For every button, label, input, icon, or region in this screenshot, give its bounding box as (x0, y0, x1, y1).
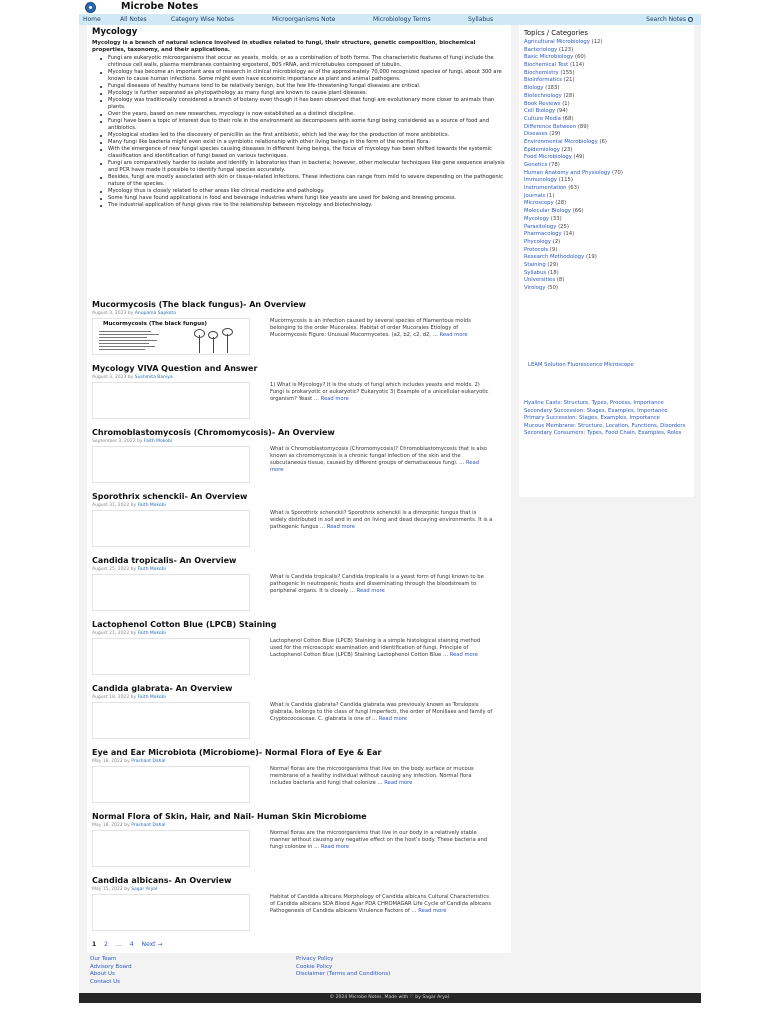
topic-count: (89) (577, 123, 589, 130)
post-by: by (124, 823, 130, 828)
post-date: August 18, 2022 (92, 695, 130, 700)
read-more-link[interactable]: Read more (270, 460, 480, 473)
post-excerpt-text: What is Sporothrix schenckii? Sporothrix schenckii is a dimorphic fungus that is widely distributed in soil and in and on living and dead decaying environments. It is a pathogenic fungus … (270, 510, 493, 530)
sidebar-topic-item[interactable] (524, 216, 623, 224)
page-ellipsis: … (115, 941, 122, 948)
post-excerpt (270, 574, 494, 595)
topic-count: (49) (573, 154, 585, 161)
recent-post-link[interactable]: Primary Succession: Stages, Examples, Importance (524, 415, 660, 422)
sidebar-topic-item[interactable] (524, 77, 623, 85)
intro-bullet: Besides, fungi are mostly associated with skin or tissue-related infections. These infections can range from mild to severe depending on the pathogenic nature of the species. (108, 174, 506, 188)
topic-name: Molecular Biology (524, 208, 571, 215)
post-author[interactable]: Faith Mokobi (137, 631, 166, 636)
sidebar-topic-item[interactable] (524, 108, 623, 116)
topic-count: (28) (563, 92, 575, 99)
topic-count: (29) (547, 261, 559, 268)
topic-count: (68) (562, 115, 574, 122)
post-date: May 18, 2022 (92, 759, 123, 764)
nav-search[interactable] (646, 16, 693, 23)
post-by: by (130, 567, 137, 572)
topic-name: Journals (524, 192, 546, 199)
sidebar-topic-item[interactable] (524, 39, 623, 47)
topic-count: (23) (561, 146, 573, 153)
copyright-text: © 2024 Microbe Notes. Made with ♡ by Sagar Aryal. (329, 995, 451, 1000)
sidebar-topic-item[interactable] (524, 101, 623, 109)
post-date: August 3, 2023 (92, 311, 127, 316)
post-excerpt (270, 318, 494, 339)
post-thumbnail[interactable] (92, 446, 250, 483)
post-author[interactable]: Prashant Dahal (131, 759, 166, 764)
main-navigation (79, 14, 701, 25)
sidebar-topic-item[interactable] (524, 239, 623, 247)
intro-bullet: Mycology is further separated as phytopathology as many fungi are known to cause plant diseases. (108, 90, 506, 97)
topic-count: (33) (550, 215, 562, 222)
post-thumbnail[interactable] (92, 574, 250, 611)
thumbnail-text-line (99, 346, 155, 347)
post-excerpt-text: Mucormycosis is an infection caused by several species of filamentous molds belonging to the order Mucorales. Habitat of order Mucorales Etiology of Mucormycosis Figure: Unusual Mucormycetes. (a2, b2, c2, d2, … (270, 318, 471, 338)
post-meta (92, 695, 166, 700)
post-thumbnail[interactable] (92, 894, 250, 931)
topic-name: Book Reviews (524, 100, 561, 107)
nav-all-notes[interactable]: All Notes (120, 15, 147, 23)
site-header (79, 0, 701, 14)
post-excerpt (270, 830, 494, 851)
post-excerpt (270, 638, 494, 659)
post-meta (92, 375, 173, 380)
post-by: by (127, 375, 134, 380)
intro-bullet: Mycology thus is closely related to other areas like clinical medicine and pathology. (108, 188, 506, 195)
topic-count: (78) (548, 162, 560, 168)
footer-link[interactable]: Privacy Policy (296, 956, 334, 962)
fungus-stalk-icon (227, 334, 228, 353)
topic-count: (114) (569, 62, 585, 69)
post-title[interactable]: Normal Flora of Skin, Hair, and Nail- Human Skin Microbiome (92, 812, 367, 821)
page-wrapper (79, 0, 701, 1003)
topic-count: (1) (546, 192, 555, 199)
recent-post-link[interactable]: Secondary Consumers: Types, Food Chain, Examples, Roles (524, 430, 682, 437)
sidebar-topic-item[interactable] (524, 262, 623, 270)
read-more-link[interactable]: Read more (320, 844, 350, 850)
post-date: May 15, 2022 (92, 887, 123, 892)
topic-count: (115) (558, 177, 573, 184)
next-page-link[interactable]: Next → (141, 941, 163, 948)
post-excerpt-text: Habitat of Candida albicans Morphology of Candida albicans Cultural Characteristics of Candida albicans SDA Blood Agar PDA CHROMAGAR Life Cycle of Candida albicans Pathogenesis of Candida albicans Virulence Factors of … (270, 894, 492, 914)
topic-name: Pharmacology (524, 231, 562, 238)
footer-links-column (296, 956, 390, 979)
footer-link[interactable]: About Us (90, 971, 115, 978)
post-author[interactable]: Prashant Dahal (131, 823, 166, 828)
post-author[interactable]: Anupama Sapkota (134, 311, 176, 316)
sidebar-topic-item[interactable] (524, 162, 623, 170)
post-author[interactable]: Sagar Aryal (131, 887, 158, 892)
intro-bullet: With the emergence of new fungal species causing diseases in different living beings, the focus of mycology has been shifted towards the systemic classification and identification of fungi based on various techniques. (108, 146, 506, 160)
thumbnail-text-line (99, 334, 159, 335)
fungus-sporangium-icon (194, 329, 205, 338)
read-more-link[interactable]: Read more (326, 524, 355, 530)
post-card (92, 556, 506, 616)
post-thumbnail[interactable] (92, 638, 250, 675)
post-card (92, 300, 506, 360)
read-more-link[interactable]: Read more (320, 396, 349, 402)
recent-posts-list (524, 400, 692, 438)
nav-search-label: Search Notes (646, 15, 686, 23)
sidebar-topic-item[interactable] (524, 131, 623, 139)
topic-name: Cell Biology (524, 108, 556, 115)
post-author[interactable]: Faith Mokobi (137, 567, 166, 572)
read-more-link[interactable]: Read more (439, 332, 468, 338)
topic-name: Biology (524, 85, 544, 92)
post-excerpt-text: Normal floras are the microorganisms that live on the body surface or mucous membrane of a healthy individual without causing any infection. Normal flora includes bacteria and fungi that colonize … (270, 766, 474, 786)
post-excerpt (270, 382, 494, 403)
post-meta (92, 631, 166, 636)
copyright-bar (79, 993, 701, 1003)
topic-name: Research Methodology (524, 254, 585, 261)
footer-link[interactable]: Advisory Board (90, 963, 132, 970)
topic-count: (21) (563, 77, 575, 84)
sidebar-topic-item[interactable] (524, 224, 623, 232)
topic-name: Food Microbiology (524, 154, 572, 161)
sidebar-ad-link[interactable]: LEAM Solution Fluorescence Microscope (528, 362, 634, 368)
footer-link[interactable]: Cookie Policy (296, 963, 333, 970)
post-thumbnail[interactable] (92, 702, 250, 739)
post-thumbnail[interactable] (92, 318, 250, 355)
topic-count: (70) (612, 169, 623, 176)
site-footer (79, 953, 701, 993)
post-thumbnail[interactable] (92, 830, 250, 867)
intro-bullet: Many fungi like bacteria might even exist in a symbiotic relationship with other living beings in the form of the normal flora. (108, 139, 506, 146)
post-author[interactable]: Sushmita Baniya (134, 375, 173, 380)
topic-name: Bioinformatics (524, 77, 562, 84)
read-more-link[interactable]: Read more (356, 588, 385, 594)
nav-microbiology-terms[interactable]: Microbiology Terms (373, 15, 431, 23)
page-link[interactable]: 2 (104, 941, 108, 948)
post-card (92, 428, 506, 488)
post-excerpt (270, 446, 494, 474)
page-title: Mycology (92, 27, 138, 37)
post-meta (92, 887, 157, 892)
topic-name: Biochemical Test (524, 62, 569, 69)
thumbnail-text-line (99, 337, 147, 338)
sidebar-topic-item[interactable] (524, 193, 623, 201)
thumbnail-text-line (99, 331, 151, 332)
sidebar-topic-item[interactable] (524, 139, 623, 147)
nav-syllabus[interactable]: Syllabus (468, 15, 494, 23)
sidebar-topic-item[interactable] (524, 170, 623, 178)
footer-link[interactable]: Contact Us (90, 978, 121, 985)
topic-count: (8) (556, 277, 565, 284)
intro-bullets (92, 55, 506, 209)
recent-post-link[interactable]: Secondary Succession: Stages, Examples, Importance (524, 407, 668, 414)
sidebar-topic-item[interactable] (524, 200, 623, 208)
intro-bullet: The industrial application of fungi gives rise to the relationship between mycology and biotechnology. (108, 202, 506, 209)
topic-count: (12) (591, 39, 603, 45)
intro-bullet: Over the years, based on new researches, mycology is now established as a distinct discipline. (108, 111, 506, 118)
topic-name: Environmental Microbiology (524, 138, 598, 145)
sidebar-topic-item[interactable] (524, 254, 623, 262)
post-excerpt (270, 894, 494, 915)
sidebar-recent-posts (519, 392, 694, 497)
sidebar-topic-item[interactable] (524, 62, 623, 70)
intro-bullet: Mycology has become an important area of research in clinical microbiology as of the approximately 70,000 recognized species of fungi, about 300 are known to cause human infections. Some might even have economic importance as plant and animal pathogens. (108, 69, 506, 83)
post-thumbnail[interactable] (92, 382, 250, 419)
intro-bullet: Mycological studies led to the discovery of penicillin as the first antibiotic, which led the way for the production of more antibiotics. (108, 132, 506, 139)
sidebar-topic-item[interactable] (524, 277, 623, 285)
topic-name: Agricultural Microbiology (524, 39, 590, 45)
topic-count: (155) (560, 69, 575, 76)
topic-name: Syllabus (524, 269, 547, 276)
thumbnail-title: Mucormycosis (The black fungus) (103, 321, 207, 327)
topic-count: (183) (545, 85, 560, 92)
fungus-stalk-icon (213, 337, 214, 353)
sidebar-topic-item[interactable] (524, 47, 623, 55)
topic-name: Culture Media (524, 115, 561, 122)
post-by: by (130, 695, 137, 700)
post-excerpt-text: What is Candida glabrata? Candida glabrata was previously known as Torulopsis glabrata, belongs to the class of fungi Imperfecti, the order of Moniliaes and family of Cryptococcaceae. C. glabrata is one of … (270, 702, 493, 722)
intro-lead: Mycology is a branch of natural science involved in studies related to fungi, their structure, genetic composition, biochemical properties, taxonomy, and their applications. (92, 40, 476, 53)
topic-count: (2) (552, 238, 561, 245)
post-card (92, 492, 506, 552)
thumbnail-text-line (99, 340, 157, 341)
post-excerpt-text: What is Candida tropicalis? Candida tropicalis is a yeast form of fungi known to be pathogenic in neutropenic hosts and disseminating through the bloodstream to peripheral organs. It is closely … (270, 574, 484, 594)
post-excerpt-text: 1) What is Mycology? It is the study of fungi which includes yeasts and molds. 2) Fungi is prokaryotic or eukaryotic? Eukaryotic 3) Example of a unicellular eukaryotic organism? Yeast … (270, 382, 489, 402)
footer-link[interactable]: Our Team (90, 956, 117, 962)
post-date: August 21, 2022 (92, 631, 130, 636)
topic-name: Staining (524, 261, 546, 268)
topic-name: Protocols (524, 246, 549, 253)
topic-name: Diseases (524, 131, 548, 138)
intro-bullet: Mycology was traditionally considered a branch of botany even though it has been observed that fungi are evolutionary more closer to animals than plants. (108, 97, 506, 111)
post-title[interactable]: Chromoblastomycosis (Chromomycosis)- An Overview (92, 428, 335, 437)
topic-count: (6) (599, 138, 607, 145)
post-excerpt (270, 510, 494, 531)
footer-links-column (90, 956, 132, 986)
topic-name: Biotechnology (524, 92, 562, 99)
topic-name: Epidemiology (524, 146, 560, 153)
topic-count: (123) (558, 46, 574, 53)
topics-list (524, 39, 623, 293)
sidebar-topic-item[interactable] (524, 270, 623, 278)
thumbnail-text-line (99, 343, 149, 344)
sidebar-topic-item[interactable] (524, 247, 623, 255)
post-meta (92, 567, 166, 572)
post-thumbnail[interactable] (92, 766, 250, 803)
post-excerpt-text: Lactophenol Cotton Blue (LPCB) Staining is a simple histological staining method used for the microscopic examination and identification of fungi. Principle of Lactophenol Cotton Blue (LPCB) Staining Lactophenol Cotton Blue … (270, 638, 481, 658)
post-meta (92, 823, 166, 828)
intro-bullet: Fungi have been a topic of interest due to their role in the environment as decomposers with some fungi being considered as a source of food and antibiotics. (108, 118, 506, 132)
topic-count: (94) (556, 108, 568, 115)
post-title[interactable]: Candida albicans- An Overview (92, 876, 232, 885)
sidebar-topic-item[interactable] (524, 177, 623, 185)
post-author[interactable]: Faith Mokobi (143, 439, 173, 444)
nav-microorganisms-note[interactable]: Microorganisms Note (272, 15, 336, 23)
post-meta (92, 759, 166, 764)
read-more-link[interactable]: Read more (384, 780, 413, 786)
topic-count: (63) (568, 185, 580, 192)
topic-name: Genetics (524, 162, 548, 168)
sidebar-topic-item[interactable] (524, 185, 623, 193)
post-excerpt-text: Normal floras are the microorganisms that live in our body in a relatively stable manner without causing any negative effect on the host's body. These bacteria and fungi colonize in … (270, 830, 488, 850)
footer-link[interactable]: Disclaimer (Terms and Conditions) (296, 971, 391, 978)
post-meta (92, 439, 172, 444)
site-logo-icon[interactable] (85, 2, 96, 13)
topic-count: (60) (574, 54, 586, 61)
read-more-link[interactable]: Read more (418, 908, 447, 914)
page-link[interactable]: 4 (129, 941, 134, 948)
post-by: by (124, 759, 130, 764)
post-title[interactable]: Candida glabrata- An Overview (92, 684, 233, 693)
post-card (92, 364, 506, 424)
post-title[interactable]: Candida tropicalis- An Overview (92, 556, 237, 565)
post-excerpt (270, 766, 494, 787)
fungus-sporangium-icon (222, 328, 233, 336)
post-date: August 3, 2023 (92, 375, 127, 380)
recent-post-link[interactable]: Hyaline Casts: Structure, Types, Process, Importance (524, 400, 664, 406)
post-card (92, 684, 506, 744)
post-title[interactable]: Mucormycosis (The black fungus)- An Overview (92, 300, 307, 309)
post-meta (92, 311, 176, 316)
topic-count: (25) (558, 223, 569, 230)
topic-count: (28) (555, 200, 567, 207)
topic-name: Instrumentation (524, 185, 567, 192)
sidebar-categories (519, 25, 694, 392)
topic-count: (29) (549, 131, 561, 138)
post-card (92, 876, 506, 936)
sidebar-topic-item[interactable] (524, 70, 623, 78)
intro-bullet: Some fungi have found applications in food and beverage industries where fungi like yeasts are used for baking and brewing process. (108, 195, 506, 202)
post-card (92, 812, 506, 872)
post-title[interactable]: Sporothrix schenckii- An Overview (92, 492, 248, 501)
intro-bullet: Fungal diseases of healthy humans tend to be relatively benign, but the few life-threatening fungal diseases are critical. (108, 83, 506, 90)
intro-bullet: Fungi are eukaryotic microorganisms that occur as yeasts, molds, or as a combination of both forms. The characteristic features of fungi include the chitinous cell walls, plasma membranes containing ergosterol, 80S rRNA, and microtubules composed of tubulin. (108, 55, 506, 69)
post-by: by (127, 311, 134, 316)
topic-name: Bacteriology (524, 46, 558, 53)
post-by: by (130, 503, 137, 508)
sidebar-topic-item[interactable] (524, 285, 623, 293)
topic-count: (1) (562, 100, 570, 107)
topic-name: Difference Between (524, 123, 577, 130)
nav-category-wise-notes[interactable]: Category Wise Notes (171, 15, 234, 23)
topic-name: Mycology (524, 215, 550, 222)
site-title[interactable]: Microbe Notes (121, 1, 199, 12)
topic-name: Virology (524, 285, 546, 291)
topic-name: Microscopy (524, 200, 554, 207)
topic-count: (14) (563, 231, 575, 238)
post-title[interactable]: Mycology VIVA Question and Answer (92, 364, 258, 373)
sidebar-topics-heading: Topics / Categories (524, 29, 588, 37)
post-excerpt (270, 702, 494, 723)
topic-count: (19) (585, 254, 597, 261)
fungus-sporangium-icon (208, 331, 218, 339)
post-date: August 25, 2022 (92, 567, 130, 572)
sidebar-topic-item[interactable] (524, 124, 623, 132)
search-icon (688, 17, 693, 22)
thumbnail-illustration (95, 321, 247, 352)
topic-count: (18) (547, 269, 559, 276)
sidebar-topic-item[interactable] (524, 231, 623, 239)
recent-post-link[interactable]: Mucous Membrane: Structure, Location, Functions, Disorders (524, 422, 686, 429)
nav-home[interactable]: Home (83, 15, 101, 23)
pagination (92, 941, 168, 948)
post-title[interactable]: Eye and Ear Microbiota (Microbiome)- Normal Flora of Eye & Ear (92, 748, 382, 757)
page-current: 1 (92, 941, 97, 948)
sidebar-topic-item[interactable] (524, 54, 623, 62)
topic-name: Human Anatomy and Physiology (524, 169, 611, 176)
post-date: September 3, 2022 (92, 439, 136, 444)
post-title[interactable]: Lactophenol Cotton Blue (LPCB) Staining (92, 620, 277, 629)
sidebar-topic-item[interactable] (524, 147, 623, 155)
sidebar-topic-item[interactable] (524, 154, 623, 162)
post-by: by (136, 439, 143, 444)
topic-name: Basic Microbiology (524, 54, 574, 61)
post-author[interactable]: Faith Mokobi (137, 503, 166, 508)
post-by: by (130, 631, 137, 636)
post-excerpt-text: What is Chromoblastomycosis (Chromomycosis)? Chromoblastomycosis that is also known as chromomycosis is a chronic fungal infection of the skin and the subcutaneous tissue, caused by different groups of dematiaceous fungi. … (270, 446, 487, 466)
read-more-link[interactable]: Read more (449, 652, 478, 658)
topic-name: Universities (524, 277, 556, 284)
thumbnail-text-line (99, 349, 145, 350)
post-meta (92, 503, 166, 508)
post-card (92, 620, 506, 680)
topic-count: (9) (549, 246, 558, 253)
sidebar-topic-item[interactable] (524, 93, 623, 101)
topic-name: Parasitology (524, 223, 557, 230)
sidebar-topic-item[interactable] (524, 85, 623, 93)
post-thumbnail[interactable] (92, 510, 250, 547)
post-card (92, 748, 506, 808)
topic-name: Biochemistry (524, 69, 559, 76)
topic-count: (50) (547, 285, 559, 291)
post-date: May 18, 2022 (92, 823, 123, 828)
topic-count: (66) (572, 208, 584, 215)
sidebar-topic-item[interactable] (524, 208, 623, 216)
topic-name: Immunology (524, 177, 558, 184)
post-by: by (124, 887, 130, 892)
category-intro (92, 27, 506, 209)
read-more-link[interactable]: Read more (378, 716, 407, 722)
main-content (87, 25, 511, 955)
topic-name: Phycology (524, 238, 552, 245)
intro-bullet: Fungi are comparatively harder to isolate and identify in laboratories than in bacteria; however, other molecular techniques like gene sequence analysis and PCR have made it possible to identify fungal species accurately. (108, 160, 505, 173)
sidebar-topic-item[interactable] (524, 116, 623, 124)
post-author[interactable]: Faith Mokobi (137, 695, 166, 700)
post-date: August 31, 2022 (92, 503, 130, 508)
